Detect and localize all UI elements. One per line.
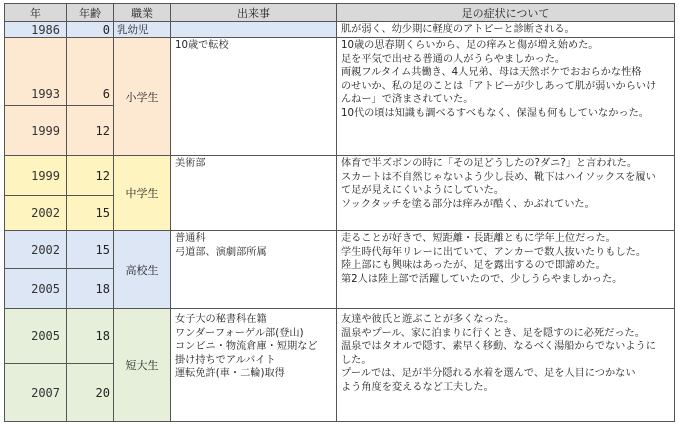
symptom-line: ソックタッチを塗る部分は痒みが酷く、かぶれていた。 — [341, 198, 595, 210]
symptoms-cell — [337, 231, 675, 309]
header-row — [5, 4, 675, 22]
year-cell — [5, 106, 67, 156]
year-cell — [5, 309, 67, 364]
event-line: コンビニ・物流倉庫・短期など — [175, 341, 318, 353]
age-cell — [67, 38, 114, 106]
events-cell — [171, 309, 337, 422]
header-events: 出来事 — [171, 4, 337, 22]
year-text: 1999 — [31, 123, 60, 138]
symptoms-cell — [337, 38, 675, 156]
age-cell — [67, 22, 114, 38]
age-cell — [67, 364, 114, 422]
symptom-line: 両親フルタイム共働き、4人兄弟、母は天然ボケでおおらかな性格 — [341, 67, 642, 79]
occupation-text: 乳幼児 — [117, 24, 149, 36]
symptom-line: 10代の頃は知識も調べるすべもなく、保湿も何もしていなかった。 — [341, 107, 649, 119]
event-line: 掛け持ちでアルバイト — [175, 354, 276, 366]
occupation-text: 小学生 — [125, 90, 159, 104]
age-text: 12 — [95, 168, 110, 183]
occupation-cell — [114, 38, 171, 156]
event-line: 運転免許(車・二輪)取得 — [175, 368, 285, 380]
age-cell — [67, 269, 114, 309]
year-cell — [5, 38, 67, 106]
age-cell — [67, 156, 114, 196]
symptom-line: 学生時代毎年リレーに出ていて、アンカーで数人抜いたりもした。 — [341, 246, 647, 258]
symptom-line: 陸上部にも興味はあったが、足を露出するので即諦めた。 — [341, 260, 606, 272]
year-text: 2005 — [31, 329, 60, 343]
symptom-line: 第2人は陸上部で活躍していたので、少しうらやましかった。 — [341, 273, 623, 285]
symptom-line: 10歳の思春期くらいから、足の痒みと傷が増え始めた。 — [341, 40, 599, 51]
event-line: 美術部 — [175, 158, 206, 169]
occupation-text: 中学生 — [125, 187, 159, 200]
year-text: 1993 — [31, 87, 60, 101]
age-text: 20 — [95, 385, 110, 400]
year-cell — [5, 231, 67, 269]
symptom-line: プールでは、足が半分隠れる水着を選んで、足を人目につかない — [341, 368, 636, 380]
age-cell — [67, 231, 114, 269]
age-cell — [67, 106, 114, 156]
event-line: 10歳で転校 — [175, 40, 229, 51]
life-history-table — [4, 3, 675, 422]
symptom-line: のせいか、私の足のことは「アトピーが少しあって肌が弱いからいけ — [341, 80, 657, 92]
symptom-line: んねー」で済まされていた。 — [341, 94, 474, 106]
symptom-line: 肌が弱く、幼少期に軽度のアトピーと診断される。 — [341, 24, 575, 36]
symptom-line: 温泉やプール、家に泊まりに行くとき、足を隠すのに必死だった。 — [341, 327, 645, 339]
event-line: 弓道部、演劇部所属 — [175, 246, 267, 258]
year-text: 2007 — [31, 385, 60, 400]
occupation-cell — [114, 22, 171, 38]
year-cell — [5, 269, 67, 309]
occupation-cell — [114, 231, 171, 309]
event-line: 普通科 — [175, 233, 206, 244]
event-line: ワンダーフォーゲル部(登山) — [175, 327, 304, 339]
occupation-text: 短大生 — [125, 359, 159, 372]
symptom-line: スカートは不自然じゃないよう少し長め、靴下はハイソックスを履い — [341, 171, 656, 183]
events-cell — [171, 231, 337, 309]
age-text: 6 — [102, 87, 110, 101]
occupation-text: 高校生 — [125, 263, 159, 277]
symptom-line: 温泉ではタオルで隠す、素早く移動、なるべく湯船からでないように — [341, 341, 656, 353]
symptoms-cell — [337, 156, 675, 231]
symptoms-cell — [337, 309, 675, 422]
row-elementary-start — [5, 38, 675, 106]
header-year: 年 — [5, 4, 67, 22]
year-text: 1999 — [31, 168, 60, 183]
age-text: 12 — [95, 123, 110, 138]
symptom-line: て足が見えにくいようにしていた。 — [341, 185, 504, 197]
row-college-start — [5, 309, 675, 364]
symptoms-cell — [337, 22, 675, 38]
symptom-line: よう角度を変えるなど工夫した。 — [341, 381, 494, 393]
age-text: 15 — [95, 206, 110, 220]
year-cell — [5, 22, 67, 38]
age-text: 15 — [95, 242, 110, 257]
age-text: 18 — [95, 281, 110, 296]
symptom-line: 足を平気で出せる普通の人がうらやましかった。 — [341, 53, 566, 65]
year-cell — [5, 156, 67, 196]
year-text: 1986 — [31, 22, 60, 37]
occupation-cell — [114, 309, 171, 422]
symptom-line: した。 — [341, 354, 372, 366]
age-text: 0 — [102, 22, 110, 37]
age-cell — [67, 196, 114, 231]
header-symptoms: 足の症状について — [337, 4, 675, 22]
events-cell — [171, 22, 337, 38]
row-middle-start — [5, 156, 675, 196]
year-cell — [5, 364, 67, 422]
header-occupation: 職業 — [114, 4, 171, 22]
symptom-line: 走ることが好きで、短距離・長距離ともに学年上位だった。 — [341, 233, 616, 244]
year-text: 2002 — [31, 206, 60, 220]
year-text: 2002 — [31, 242, 60, 257]
occupation-cell — [114, 156, 171, 231]
events-cell — [171, 156, 337, 231]
row-infant — [5, 22, 675, 38]
age-text: 18 — [95, 329, 110, 343]
header-age: 年齢 — [67, 4, 114, 22]
symptom-line: 友達や彼氏と遊ぶことが多くなった。 — [341, 314, 515, 325]
year-text: 2005 — [31, 281, 60, 296]
events-cell — [171, 38, 337, 156]
row-high-start — [5, 231, 675, 269]
life-history-table-sheet — [4, 3, 674, 426]
year-cell — [5, 196, 67, 231]
symptom-line: 体育で半ズボンの時に「その足どうしたの?ダニ?」と言われた。 — [341, 158, 638, 169]
event-line: 女子大の秘書科在籍 — [175, 314, 267, 325]
age-cell — [67, 309, 114, 364]
